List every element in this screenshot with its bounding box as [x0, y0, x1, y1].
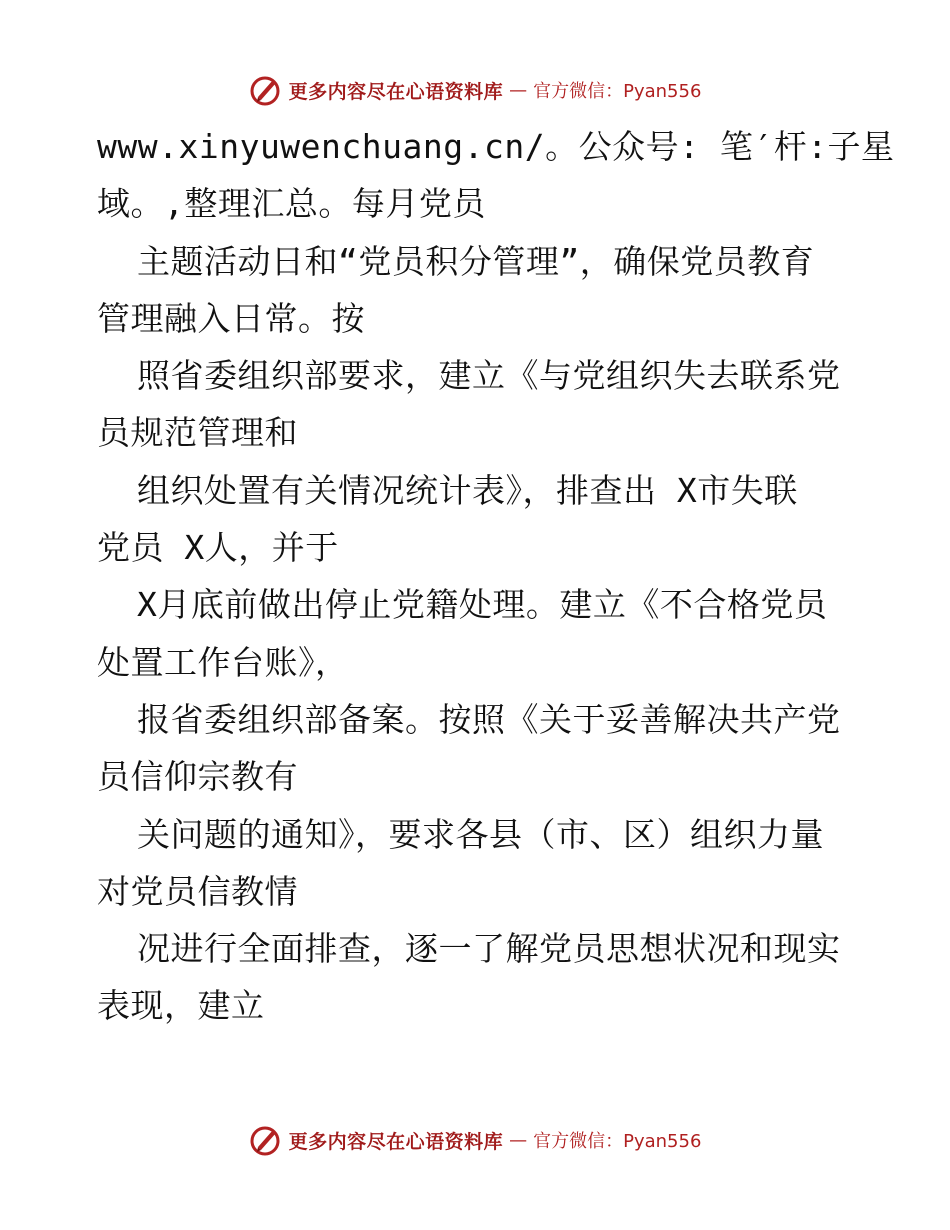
document-line: 照省委组织部要求，建立《与党组织失去联系党 [137, 356, 841, 396]
document-line: 组织处置有关情况统计表》，排查出 X市失联 [137, 470, 798, 510]
document-line: 处置工作台账》， [97, 642, 349, 682]
document-line: www.xinyuwenchuang.cn/。公众号: 笔′杆:子星 [97, 127, 895, 166]
footer-banner [0, 1120, 950, 1160]
header-contact-text: 官方微信：Pyan556 [533, 81, 702, 102]
header-brand-text: 更多内容尽在心语资料库 [288, 80, 504, 103]
footer-separator: — [509, 1129, 528, 1151]
document-line: 主题活动日和“党员积分管理”，确保党员教育 [137, 241, 815, 281]
document-line: 员规范管理和 [97, 413, 298, 453]
quill-seal-logo-icon [249, 73, 283, 107]
document-line: 况进行全面排查，逐一了解党员思想状况和现实 [137, 929, 841, 969]
document-line: X月底前做出停止党籍处理。建立《不合格党员 [137, 585, 828, 625]
document-line: 域。,整理汇总。每月党员 [97, 184, 486, 224]
header-banner [0, 70, 950, 110]
document-line: 表现，建立 [97, 986, 265, 1026]
document-line: 党员 X人，并于 [97, 528, 339, 568]
document-line: 对党员信教情 [97, 871, 298, 911]
document-line: 报省委组织部备案。按照《关于妥善解决共产党 [137, 699, 841, 739]
document-line: 关问题的通知》，要求各县（市、区）组织力量 [137, 814, 824, 854]
document-body [97, 118, 895, 1035]
header-separator: — [509, 79, 528, 101]
footer-brand-text: 更多内容尽在心语资料库 [288, 1130, 504, 1153]
document-line: 管理融入日常。按 [97, 298, 365, 338]
quill-seal-logo-icon [249, 1123, 283, 1157]
document-line: 员信仰宗教有 [97, 757, 298, 797]
footer-contact-text: 官方微信：Pyan556 [533, 1131, 702, 1152]
